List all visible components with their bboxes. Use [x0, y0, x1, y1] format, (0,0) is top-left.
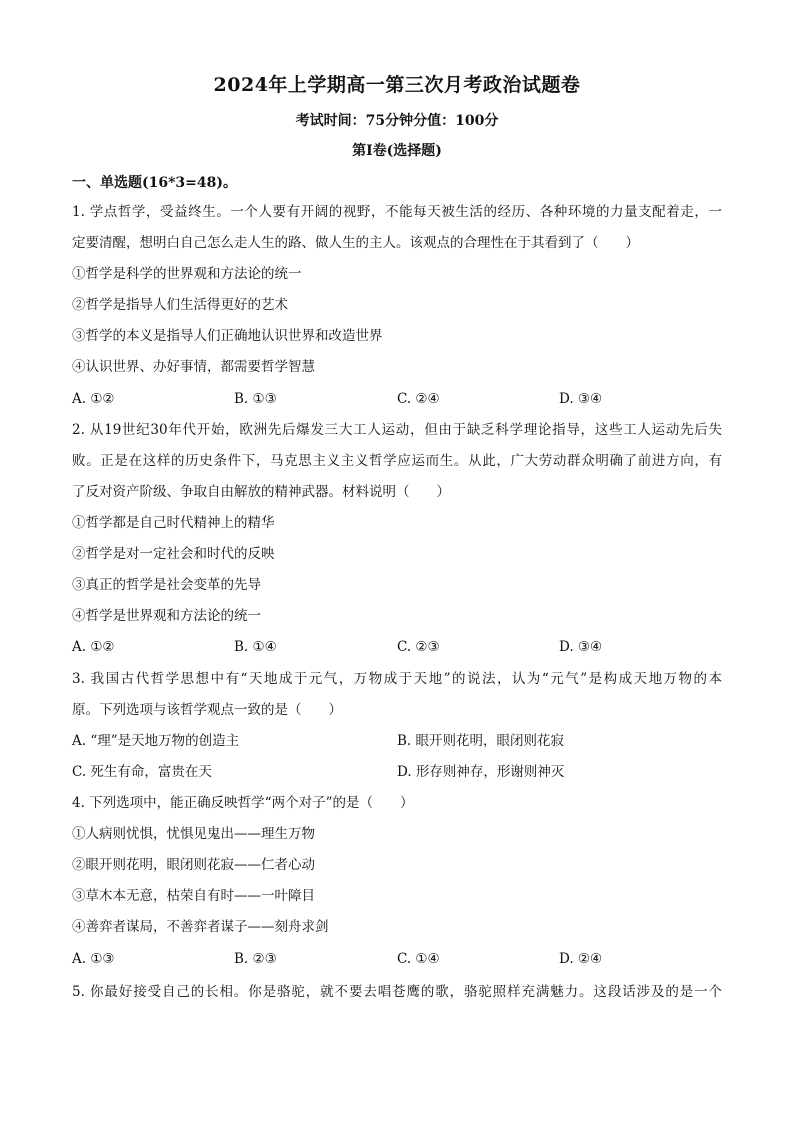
question-1-option-a[interactable]: A. ①②: [72, 391, 115, 407]
question-4-option-c[interactable]: C. ①④: [397, 951, 440, 967]
question-2-stem-line-2: 败。正是在这样的历史条件下，马克思主义主义哲学应运而生。从此，广大劳动群众明确了前进方向，有: [72, 453, 722, 469]
question-2-stem-line-3: 了反对资产阶级、争取自由解放的精神武器。材料说明（ ）: [72, 484, 450, 500]
question-4-statement-4: ④善弈者谋局，不善弈者谋子——刻舟求剑: [72, 919, 329, 935]
question-2-statement-4: ④哲学是世界观和方法论的统一: [72, 608, 261, 624]
section-heading: 一、单选题(16*3=48)。: [72, 175, 238, 191]
question-2-option-c[interactable]: C. ②③: [397, 639, 440, 655]
question-5-stem-line-1: 5. 你最好接受自己的长相。你是骆驼，就不要去唱苍鹰的歌，骆驼照样充满魅力。这段话涉及的是一个: [72, 984, 722, 1000]
question-1-stem-line-2: 定要清醒，想明白自己怎么走人生的路、做人生的主人。该观点的合理性在于其看到了（ ）: [72, 235, 639, 251]
question-2-statement-1: ①哲学都是自己时代精神上的精华: [72, 515, 275, 531]
question-2-stem-line-1: 2. 从19世纪30年代开始，欧洲先后爆发三大工人运动，但由于缺乏科学理论指导，这些工人运动先后失: [72, 422, 722, 438]
question-3-option-a[interactable]: A. “理”是天地万物的创造主: [72, 733, 240, 749]
question-4-statement-2: ②眼开则花明，眼闭则花寂——仁者心动: [72, 857, 315, 873]
question-3-option-b[interactable]: B. 眼开则花明，眼闭则花寂: [397, 733, 565, 749]
question-4-stem-line-1: 4. 下列选项中，能正确反映哲学“两个对子”的是（ ）: [72, 795, 414, 811]
question-4-statement-1: ①人病则忧惧，忧惧见鬼出——理生万物: [72, 826, 315, 842]
question-1-statement-3: ③哲学的本义是指导人们正确地认识世界和改造世界: [72, 328, 383, 344]
question-1-stem-line-1: 1. 学点哲学，受益终生。一个人要有开阔的视野，不能每天被生活的经历、各种环境的力量支配着走，一: [72, 204, 722, 220]
question-2-statement-2: ②哲学是对一定社会和时代的反映: [72, 546, 275, 562]
exam-info: 考试时间：75分钟分值：100分: [295, 113, 499, 129]
question-3-option-c[interactable]: C. 死生有命，富贵在天: [72, 764, 212, 780]
question-2-statement-3: ③真正的哲学是社会变革的先导: [72, 577, 261, 593]
question-4-option-d[interactable]: D. ②④: [559, 951, 603, 967]
question-2-option-b[interactable]: B. ①④: [234, 639, 277, 655]
question-4-option-b[interactable]: B. ②③: [234, 951, 277, 967]
question-1-option-d[interactable]: D. ③④: [559, 391, 603, 407]
question-1-option-b[interactable]: B. ①③: [234, 391, 277, 407]
question-4-statement-3: ③草木本无意，枯荣自有时——一叶障目: [72, 888, 315, 904]
question-1-statement-4: ④认识世界、办好事情，都需要哲学智慧: [72, 359, 315, 375]
question-1-statement-1: ①哲学是科学的世界观和方法论的统一: [72, 266, 302, 282]
question-2-option-d[interactable]: D. ③④: [559, 639, 603, 655]
question-1-statement-2: ②哲学是指导人们生活得更好的艺术: [72, 297, 288, 313]
part-heading: 第Ⅰ卷(选择题): [352, 143, 442, 159]
question-3-stem-line-1: 3. 我国古代哲学思想中有“天地成于元气，万物成于天地”的说法，认为“元气”是构成天地万物的本: [72, 671, 722, 687]
question-4-option-a[interactable]: A. ①③: [72, 951, 115, 967]
question-3-stem-line-2: 原。下列选项与该哲学观点一致的是（ ）: [72, 702, 342, 718]
exam-title: 2024年上学期高一第三次月考政治试题卷: [213, 74, 581, 96]
question-1-option-c[interactable]: C. ②④: [397, 391, 440, 407]
question-3-option-d[interactable]: D. 形存则神存，形谢则神灭: [397, 764, 565, 780]
question-2-option-a[interactable]: A. ①②: [72, 639, 115, 655]
